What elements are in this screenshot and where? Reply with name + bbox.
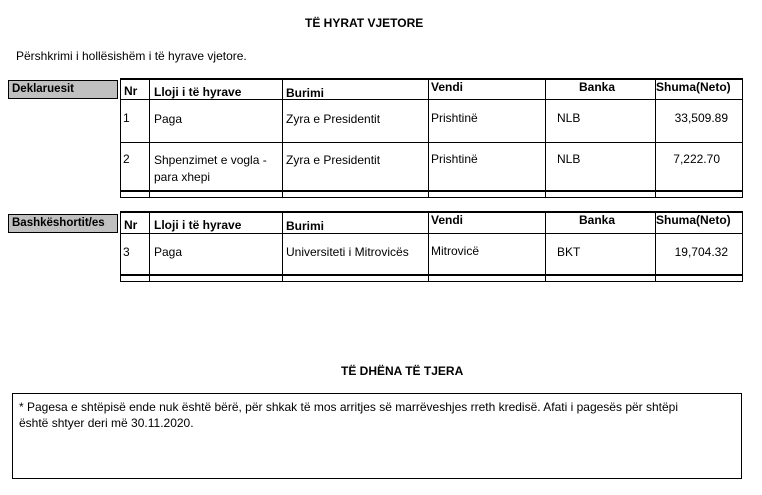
header-type: Lloji i të hyrave xyxy=(154,218,242,232)
cell-source: Universiteti i Mitrovicës xyxy=(286,245,409,259)
header-bank: Banka xyxy=(579,80,616,94)
column-divider xyxy=(655,78,656,198)
column-divider xyxy=(120,78,121,198)
header-source: Burimi xyxy=(286,219,325,233)
column-divider xyxy=(428,211,429,282)
header-amount: Shuma(Neto) xyxy=(656,213,731,227)
column-divider xyxy=(428,78,429,198)
header-divider xyxy=(120,233,743,234)
column-divider xyxy=(742,211,743,282)
note-line: * Pagesa e shtëpisë ende nuk është bërë, për shkak të mos arritjes së marrëveshjes rreth kredisë. Afati i pagesës për shtëpi xyxy=(19,400,679,414)
header-type: Lloji i të hyrave xyxy=(154,85,242,99)
page-description: Përshkrimi i hollësishëm i të hyrave vjetore. xyxy=(16,49,247,63)
spouse-label: Bashkëshortit/es xyxy=(8,214,118,233)
cell-place: Prishtinë xyxy=(431,152,478,166)
header-source: Burimi xyxy=(286,86,325,100)
header-bank: Banka xyxy=(579,213,616,227)
cell-bank: NLB xyxy=(557,152,581,166)
table-border xyxy=(120,274,743,276)
column-divider xyxy=(282,78,283,198)
header-nr: Nr xyxy=(124,84,138,98)
cell-source: Zyra e Presidentit xyxy=(286,153,381,167)
cell-type-continued: para xhepi xyxy=(154,170,211,184)
cell-place: Mitrovicë xyxy=(431,244,480,258)
cell-source: Zyra e Presidentit xyxy=(286,112,381,126)
cell-place: Prishtinë xyxy=(431,111,478,125)
cell-nr: 1 xyxy=(123,111,130,125)
cell-amount: 7,222.70 xyxy=(673,152,720,166)
column-divider xyxy=(545,78,546,198)
header-place: Vendi xyxy=(431,80,464,94)
cell-amount: 33,509.89 xyxy=(674,111,728,125)
cell-type: Paga xyxy=(154,112,183,126)
other-notes-box xyxy=(12,393,742,479)
header-place: Vendi xyxy=(431,213,464,227)
table-border xyxy=(120,197,743,198)
header-nr: Nr xyxy=(124,218,138,232)
other-section-title: TË DHËNA TË TJERA xyxy=(341,364,464,378)
table-border xyxy=(120,190,743,192)
declarant-label: Deklaruesit xyxy=(8,80,118,99)
row-divider xyxy=(120,142,743,143)
column-divider xyxy=(149,211,150,282)
header-divider xyxy=(120,99,743,100)
header-amount: Shuma(Neto) xyxy=(656,80,731,94)
page-title: TË HYRAT VJETORE xyxy=(305,16,424,30)
cell-type: Paga xyxy=(154,245,183,259)
cell-bank: BKT xyxy=(557,245,581,259)
column-divider xyxy=(742,78,743,198)
column-divider xyxy=(545,211,546,282)
cell-nr: 3 xyxy=(123,245,130,259)
cell-amount: 19,704.32 xyxy=(674,245,728,259)
column-divider xyxy=(282,211,283,282)
column-divider xyxy=(149,78,150,198)
table-border xyxy=(120,281,743,282)
column-divider xyxy=(120,211,121,282)
cell-bank: NLB xyxy=(557,111,581,125)
cell-nr: 2 xyxy=(123,152,130,166)
cell-type: Shpenzimet e vogla - xyxy=(154,153,267,167)
note-line: është shtyer deri më 30.11.2020. xyxy=(19,416,194,430)
